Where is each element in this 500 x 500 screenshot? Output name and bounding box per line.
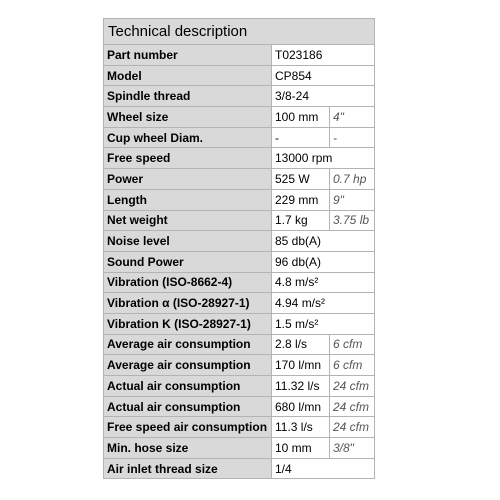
- table-title-row: [104, 19, 375, 45]
- row-label: Part number: [104, 45, 272, 66]
- table-row: [104, 272, 375, 293]
- row-alt-value: 24 cfm: [330, 396, 375, 417]
- row-label: Sound Power: [104, 251, 272, 272]
- row-label: Free speed air consumption: [104, 417, 272, 438]
- row-value: 1.7 kg: [272, 210, 330, 231]
- table-row: [104, 127, 375, 148]
- row-label: Air inlet thread size: [104, 458, 272, 479]
- table-row: [104, 438, 375, 459]
- row-label: Average air consumption: [104, 355, 272, 376]
- table-row: [104, 169, 375, 190]
- row-label: Cup wheel Diam.: [104, 127, 272, 148]
- row-label: Vibration K (ISO-28927-1): [104, 313, 272, 334]
- row-alt-value: 9": [330, 189, 375, 210]
- row-alt-value: -: [330, 127, 375, 148]
- row-alt-value: 24 cfm: [330, 376, 375, 397]
- table-row: [104, 417, 375, 438]
- row-value: 10 mm: [272, 438, 330, 459]
- row-alt-value: 3.75 lb: [330, 210, 375, 231]
- row-label: Net weight: [104, 210, 272, 231]
- row-value: 4.94 m/s²: [272, 293, 375, 314]
- row-label: Wheel size: [104, 107, 272, 128]
- row-value: 4.8 m/s²: [272, 272, 375, 293]
- row-label: Average air consumption: [104, 334, 272, 355]
- row-label: Vibration α (ISO-28927-1): [104, 293, 272, 314]
- table-row: [104, 293, 375, 314]
- row-value: 85 db(A): [272, 231, 375, 252]
- row-alt-value: 3/8": [330, 438, 375, 459]
- row-value: 13000 rpm: [272, 148, 375, 169]
- row-alt-value: 4": [330, 107, 375, 128]
- table-row: [104, 86, 375, 107]
- row-label: Vibration (ISO-8662-4): [104, 272, 272, 293]
- table-row: [104, 148, 375, 169]
- row-label: Min. hose size: [104, 438, 272, 459]
- row-value: 3/8-24: [272, 86, 375, 107]
- table-row: [104, 334, 375, 355]
- row-value: 170 l/mn: [272, 355, 330, 376]
- row-value: 525 W: [272, 169, 330, 190]
- table-row: [104, 231, 375, 252]
- row-alt-value: 0.7 hp: [330, 169, 375, 190]
- table-title: Technical description: [104, 19, 375, 45]
- row-alt-value: 24 cfm: [330, 417, 375, 438]
- row-label: Power: [104, 169, 272, 190]
- technical-description-table: [103, 18, 375, 479]
- table-row: [104, 355, 375, 376]
- row-value: 1/4: [272, 458, 375, 479]
- row-label: Length: [104, 189, 272, 210]
- table-row: [104, 251, 375, 272]
- row-label: Noise level: [104, 231, 272, 252]
- row-value: -: [272, 127, 330, 148]
- row-value: 11.32 l/s: [272, 376, 330, 397]
- row-value: 96 db(A): [272, 251, 375, 272]
- table-row: [104, 313, 375, 334]
- row-value: 2.8 l/s: [272, 334, 330, 355]
- spec-table-container: [103, 18, 374, 479]
- table-row: [104, 396, 375, 417]
- row-value: T023186: [272, 45, 375, 66]
- row-label: Actual air consumption: [104, 376, 272, 397]
- table-row: [104, 65, 375, 86]
- row-value: 11.3 l/s: [272, 417, 330, 438]
- table-row: [104, 376, 375, 397]
- table-row: [104, 210, 375, 231]
- table-row: [104, 45, 375, 66]
- table-row: [104, 189, 375, 210]
- table-row: [104, 107, 375, 128]
- row-label: Actual air consumption: [104, 396, 272, 417]
- row-value: CP854: [272, 65, 375, 86]
- row-value: 680 l/mn: [272, 396, 330, 417]
- row-label: Free speed: [104, 148, 272, 169]
- row-value: 1.5 m/s²: [272, 313, 375, 334]
- row-value: 100 mm: [272, 107, 330, 128]
- row-alt-value: 6 cfm: [330, 355, 375, 376]
- row-alt-value: 6 cfm: [330, 334, 375, 355]
- row-value: 229 mm: [272, 189, 330, 210]
- table-row: [104, 458, 375, 479]
- row-label: Spindle thread: [104, 86, 272, 107]
- row-label: Model: [104, 65, 272, 86]
